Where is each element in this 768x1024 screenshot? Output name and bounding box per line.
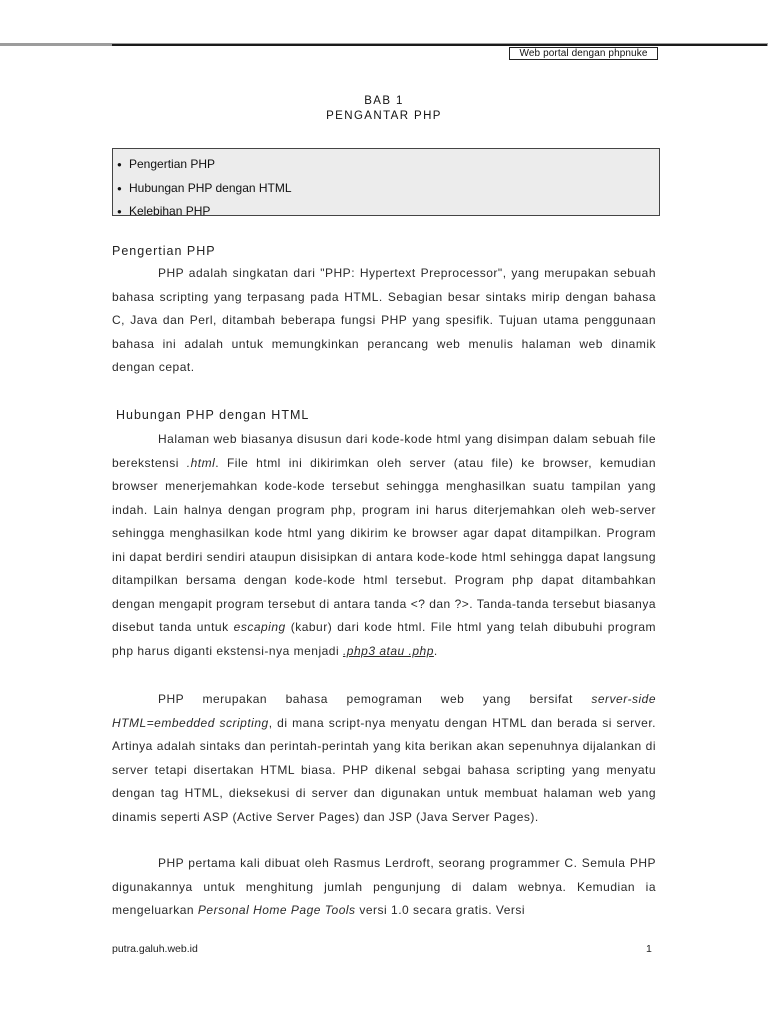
paragraph-text: PHP adalah singkatan dari "PHP: Hypertext Preprocessor", yang merupakan sebuah bahasa scripting yang terpasang pada HTML. Sebagian besar sintaks mirip dengan bahasa C, Java dan Perl, ditambah beberapa fungsi PHP yang spesifik. Tujuan utama penggunaan bahasa ini adalah untuk memungkinkan perancang web menulis halaman web dinamik dengan cepat. [112,266,656,374]
paragraph-text: PHP merupakan bahasa pemograman web yang bersifat [158,692,592,706]
paragraph-text: Halaman web biasanya disusun dari kode-kode html yang disimpan dalam sebuah file berekstensi [112,432,656,470]
chapter-outline-box [112,148,660,216]
paragraph-hubungan-1 [112,428,656,663]
paragraph-pengertian [112,262,656,380]
paragraph-text: PHP pertama kali dibuat oleh Rasmus Lerdroft, seorang programmer C. Semula PHP digunakannya untuk menghitung jumlah pengunjung di dalam webnya. Kemudian ia mengeluarkan [112,856,656,917]
outline-item [117,153,659,177]
footer-site: putra.galuh.web.id [112,943,198,955]
paragraph-hubungan-2 [112,688,656,829]
header-label: Web portal dengan phpnuke [509,47,658,60]
paragraph-text: . [433,643,438,658]
paragraph-text: . File html ini dikirimkan oleh server (atau file) ke browser, kemudian browser menerjemahkan kode-kode tersebut sehingga menghasilkan suatu tampilan yang indah. Lain halnya dengan program php, program ini harus diterjemahkan oleh web-server sehingga menghasilkan kode html yang dikirim ke browser agar dapat ditampilkan. Program ini dapat berdiri sendiri ataupun disisipkan di antara kode-kode html sehingga dapat langsung ditampilkan bersama dengan kode-kode html tersebut. Program php dapat ditambahkan dengan mengapit program tersebut di antara tanda <? dan ?>. Tanda-tanda tersebut biasanya disebut tanda untuk [112,455,656,634]
php-extension-text: .php3 atau .php [342,643,434,658]
chapter-title: PENGANTAR PHP [326,110,442,122]
paragraph-hubungan-3 [112,852,656,923]
bullet-icon: ● [117,160,122,169]
paragraph-text: (kabur) dari kode html. File html yang telah dibubuhi program php harus diganti ekstensi-nya menjadi [112,620,656,658]
personal-home-page-tools-term: Personal Home Page Tools [197,903,356,917]
paragraph-text: , di mana script-nya menyatu dengan HTML dan berada si server. Artinya adalah sintaks dan perintah-perintah yang kita berikan akan sepenuhnya dijalankan di server tetapi disertakan HTML biasa. PHP dikenal sebgai bahasa scripting yang menyatu dengan tag HTML, dieksekusi di server dan digunakan untuk membuat halaman web yang dinamis seperti ASP (Active Server Pages) dan JSP (Java Server Pages). [112,715,656,824]
outline-item-label: Hubungan PHP dengan HTML [129,180,292,195]
chapter-number: BAB 1 [364,95,404,107]
html-extension-text: .html [186,455,216,470]
section-heading-hubungan: Hubungan PHP dengan HTML [116,408,310,422]
outline-item [117,200,659,224]
outline-item [117,177,659,201]
outline-item-label: Kelebihan PHP [129,204,211,218]
page-number: 1 [646,943,652,955]
outline-item-label: Pengertian PHP [129,157,216,171]
bullet-icon: ● [117,183,122,193]
header-rule-dark [112,44,767,46]
server-side-term: server-side HTML=embedded scripting [112,692,656,730]
paragraph-text: versi 1.0 secara gratis. Versi [355,903,526,917]
escaping-term: escaping [233,620,286,634]
section-heading-pengertian: Pengertian PHP [112,244,216,258]
bullet-icon: ● [117,207,122,216]
